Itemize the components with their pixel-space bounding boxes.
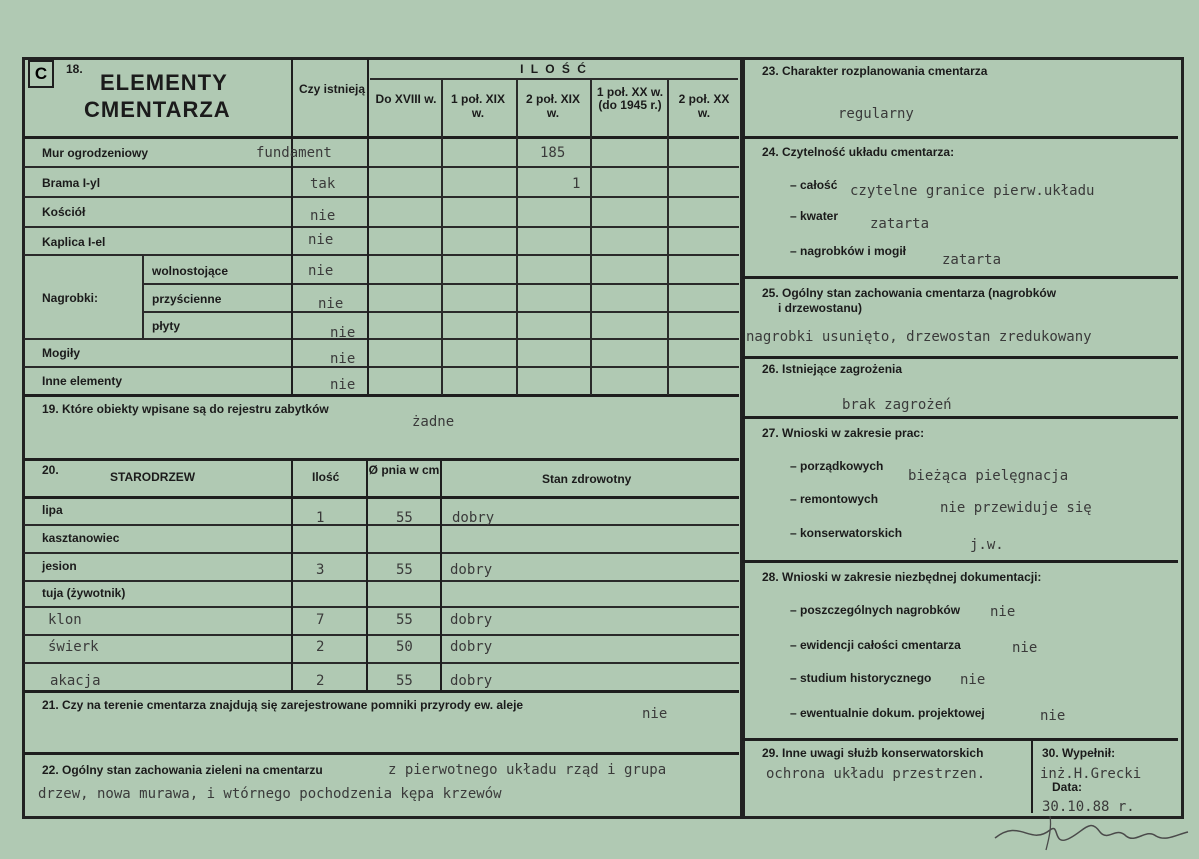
grid-line xyxy=(367,59,369,395)
section-20-number: 20. xyxy=(42,463,59,477)
s27-item-label: – remontowych xyxy=(790,492,879,506)
tree-health: dobry xyxy=(452,510,495,526)
s28-item-value: nie xyxy=(1012,640,1038,656)
grid-line xyxy=(24,226,739,228)
date-label: Data: xyxy=(1052,780,1083,794)
col-tree-health: Stan zdrowotny xyxy=(542,472,632,486)
value-kaplica-czy: nie xyxy=(308,232,334,248)
tree-diameter: 50 xyxy=(396,639,413,655)
s28-item-label: – studium historycznego xyxy=(790,671,932,685)
s24-item-value: zatarta xyxy=(870,216,930,232)
tree-health: dobry xyxy=(450,673,493,689)
grid-line xyxy=(590,79,592,395)
tree-health: dobry xyxy=(450,612,493,628)
section-29-label: 29. Inne uwagi służb konserwatorskich xyxy=(762,746,984,760)
tree-qty: 3 xyxy=(316,562,325,578)
s27-item-value: nie przewiduje się xyxy=(940,500,1092,516)
s27-item-value: j.w. xyxy=(970,537,1004,553)
grid-line xyxy=(516,79,518,395)
grid-line xyxy=(440,459,442,691)
col-period-3: 2 poł. XIX w. xyxy=(525,92,580,120)
signature-scribble xyxy=(990,808,1190,853)
grid-line xyxy=(366,459,368,691)
row-label-mogily: Mogiły xyxy=(42,346,80,360)
trees-title: STARODRZEW xyxy=(110,470,196,484)
s24-item-label: – nagrobków i mogił xyxy=(790,244,907,258)
tree-name: kasztanowiec xyxy=(42,531,120,545)
grid-line xyxy=(742,738,1178,741)
date-value: 30.10.88 r. xyxy=(1042,799,1135,815)
row-label-kosciol: Kościół xyxy=(42,205,86,219)
section-29-value: ochrona układu przestrzen. xyxy=(766,766,986,782)
s24-item-label: – kwater xyxy=(790,209,839,223)
value-mur-qty: 185 xyxy=(540,145,566,161)
section-25-label-line1: 25. Ogólny stan zachowania cmentarza (nagrobków xyxy=(762,286,1057,300)
grid-line xyxy=(291,59,293,395)
section-19-value: żadne xyxy=(412,414,455,430)
tree-diameter: 55 xyxy=(396,673,413,689)
tree-health: dobry xyxy=(450,562,493,578)
grid-line xyxy=(24,690,739,693)
col-period-1: Do XVIII w. xyxy=(375,92,437,106)
grid-line xyxy=(24,166,739,168)
filled-by-name: inż.H.Grecki xyxy=(1040,766,1142,782)
s27-item-label: – konserwatorskich xyxy=(790,526,903,540)
col-ilosc-header: I L O Ś Ć xyxy=(520,62,588,76)
grid-line xyxy=(742,136,1178,139)
s28-item-value: nie xyxy=(960,672,986,688)
s24-item-label: – całość xyxy=(790,178,838,192)
grid-line xyxy=(370,78,738,80)
tree-name: klon xyxy=(48,612,82,628)
section-27-label: 27. Wnioski w zakresie prac: xyxy=(762,426,925,440)
grid-line xyxy=(24,606,739,608)
grid-line xyxy=(441,79,443,395)
tree-name: akacja xyxy=(50,673,101,689)
s24-item-value: czytelne granice pierw.układu xyxy=(850,183,1095,199)
value-mogily-czy: nie xyxy=(330,351,356,367)
tree-diameter: 55 xyxy=(396,612,413,628)
s24-item-value: zatarta xyxy=(942,252,1002,268)
grid-line xyxy=(742,416,1178,419)
row-label-nagrobki: Nagrobki: xyxy=(42,291,99,305)
col-tree-diameter: Ø pnia w cm xyxy=(368,463,440,477)
grid-line xyxy=(24,496,739,499)
grid-line xyxy=(24,552,739,554)
section-18-title-line1: ELEMENTY xyxy=(100,70,228,95)
row-label-przyscienne: przyścienne xyxy=(152,292,222,306)
grid-line xyxy=(24,458,739,461)
tree-qty: 2 xyxy=(316,673,325,689)
tree-name: tuja (żywotnik) xyxy=(42,586,126,600)
grid-line xyxy=(24,752,739,755)
grid-line xyxy=(142,255,144,339)
s28-item-value: nie xyxy=(990,604,1016,620)
section-23-value: regularny xyxy=(838,106,914,122)
grid-line xyxy=(1031,739,1033,813)
grid-line xyxy=(24,394,739,397)
tree-name: lipa xyxy=(42,503,63,517)
grid-line xyxy=(742,276,1178,279)
row-label-mur: Mur ogrodzeniowy xyxy=(42,146,148,160)
tree-qty: 7 xyxy=(316,612,325,628)
value-brama-qty: 1 xyxy=(572,176,581,192)
s28-item-label: – ewidencji całości cmentarza xyxy=(790,638,961,652)
section-22-value-line1: z pierwotnego układu rząd i grupa xyxy=(388,762,667,778)
tree-name: jesion xyxy=(42,559,77,573)
s28-item-label: – ewentualnie dokum. projektowej xyxy=(790,706,985,720)
value-kosciol-czy: nie xyxy=(310,208,336,224)
grid-line xyxy=(24,338,739,340)
grid-line xyxy=(24,580,739,582)
row-label-brama: Brama I-yl xyxy=(42,176,101,190)
section-25-value: nagrobki usunięto, drzewostan zredukowany xyxy=(746,329,1092,345)
value-przyscienne-czy: nie xyxy=(318,296,344,312)
row-label-inne: Inne elementy xyxy=(42,374,123,388)
col-period-4: 1 poł. XX w. (do 1945 r.) xyxy=(596,85,664,112)
s28-item-label: – poszczególnych nagrobków xyxy=(790,603,961,617)
value-plyty-czy: nie xyxy=(330,325,356,341)
s28-item-value: nie xyxy=(1040,708,1066,724)
section-25-label-line2: i drzewostanu) xyxy=(778,301,863,315)
col-period-2: 1 poł. XIX w. xyxy=(450,92,505,120)
grid-line xyxy=(291,459,293,691)
row-label-wolnostojace: wolnostojące xyxy=(152,264,229,278)
grid-line xyxy=(24,524,739,526)
section-24-label: 24. Czytelność układu cmentarza: xyxy=(762,145,955,159)
grid-line xyxy=(742,356,1178,359)
grid-line xyxy=(24,634,739,636)
row-label-kaplica: Kaplica I-el xyxy=(42,235,106,249)
section-26-label: 26. Istniejące zagrożenia xyxy=(762,362,903,376)
category-letter-box: C xyxy=(28,60,54,88)
s27-item-label: – porządkowych xyxy=(790,459,884,473)
tree-diameter: 55 xyxy=(396,562,413,578)
tree-name: świerk xyxy=(48,639,99,655)
tree-diameter: 55 xyxy=(396,510,413,526)
grid-line xyxy=(742,560,1178,563)
section-23-label: 23. Charakter rozplanowania cmentarza xyxy=(762,64,988,78)
value-brama-czy: tak xyxy=(310,176,336,192)
col-period-5: 2 poł. XX w. xyxy=(678,92,730,120)
section-26-value: brak zagrożeń xyxy=(842,397,952,413)
section-22-label: 22. Ogólny stan zachowania zieleni na cmentarzu xyxy=(42,763,323,777)
col-czy-istnieja: Czy istnieją xyxy=(298,82,366,96)
s27-item-value: bieżąca pielęgnacja xyxy=(908,468,1069,484)
section-21-label: 21. Czy na terenie cmentarza znajdują się zarejestrowane pomniki przyrody ew. aleje xyxy=(42,698,524,712)
grid-line xyxy=(24,662,739,664)
col-tree-ilosc: Ilość xyxy=(312,470,340,484)
section-30-label: 30. Wypełnił: xyxy=(1042,746,1116,760)
tree-qty: 1 xyxy=(316,510,325,526)
grid-line xyxy=(24,196,739,198)
grid-line xyxy=(24,366,739,368)
section-19-label: 19. Które obiekty wpisane są do rejestru zabytków xyxy=(42,402,329,416)
grid-line xyxy=(24,254,739,256)
value-mur-czy: fundament xyxy=(256,145,332,161)
section-18-number: 18. xyxy=(66,62,83,76)
tree-health: dobry xyxy=(450,639,493,655)
value-inne-czy: nie xyxy=(330,377,356,393)
grid-line xyxy=(667,79,669,395)
value-wolnostojace-czy: nie xyxy=(308,263,334,279)
row-label-plyty: płyty xyxy=(152,319,181,333)
tree-qty: 2 xyxy=(316,639,325,655)
grid-line xyxy=(24,136,739,139)
section-22-value-line2: drzew, nowa murawa, i wtórnego pochodzenia kępa krzewów xyxy=(38,786,502,802)
section-21-value: nie xyxy=(642,706,668,722)
section-28-label: 28. Wnioski w zakresie niezbędnej dokumentacji: xyxy=(762,570,1042,584)
section-18-title-line2: CMENTARZA xyxy=(84,97,231,122)
